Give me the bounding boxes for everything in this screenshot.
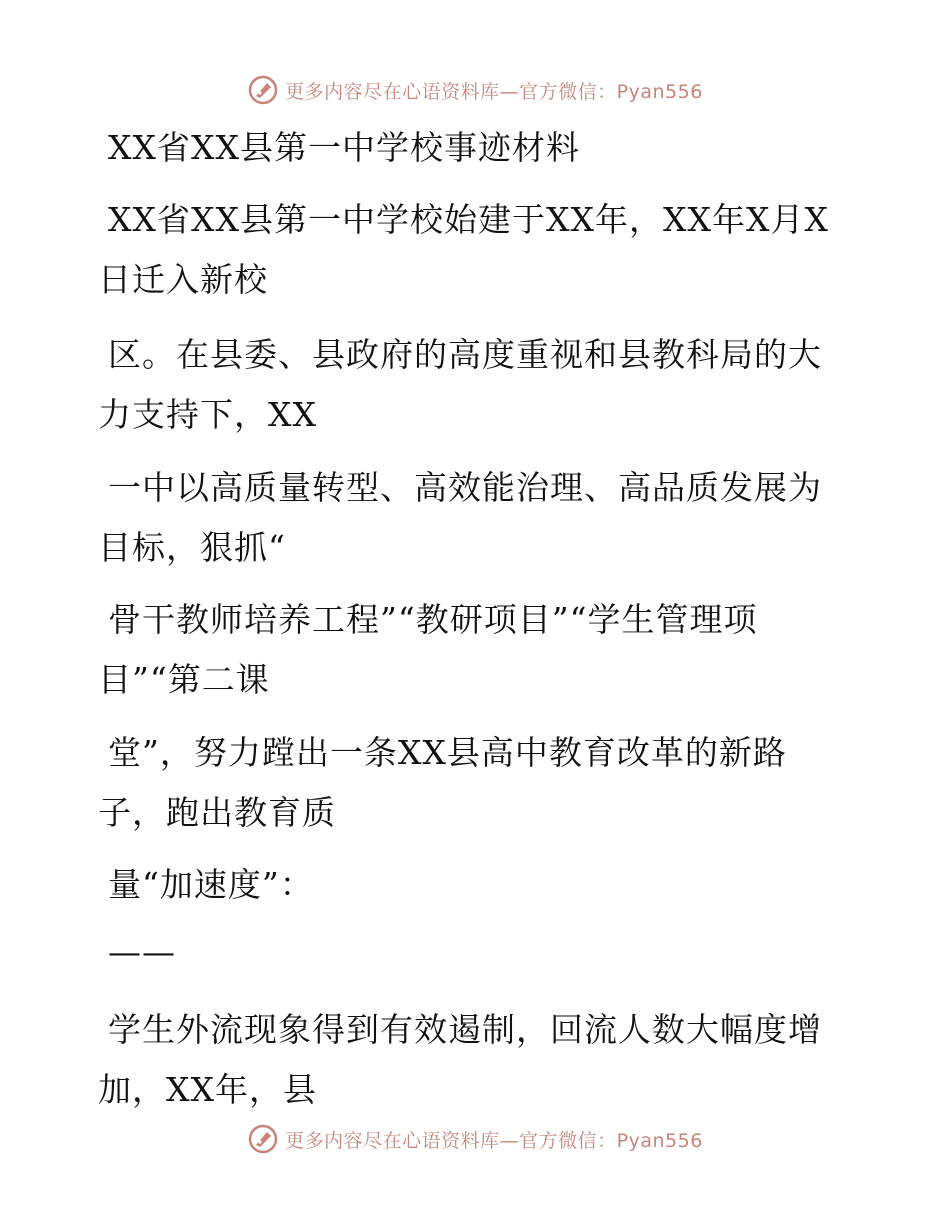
paragraph-5: 堂”，努力蹚出一条XX县高中教育改革的新路 子，跑出教育质 (98, 733, 787, 832)
paragraph-6: 量“加速度”： (108, 865, 314, 904)
watermark-text: 更多内容尽在心语资料库—官方微信：Pyan556 (285, 80, 703, 103)
paragraph-4: 骨干教师培养工程”“教研项目”“学生管理项 目”“第二课 (98, 600, 758, 699)
paragraph-3: 一中以高质量转型、高效能治理、高品质发展为 目标，狠抓“ (98, 468, 822, 567)
watermark-text: 更多内容尽在心语资料库—官方微信：Pyan556 (285, 1129, 703, 1152)
paragraph-7-dash: —— (108, 932, 176, 971)
pen-nib-logo-icon (247, 1123, 279, 1155)
footer-watermark (0, 1119, 950, 1159)
paragraph-8: 学生外流现象得到有效遏制，回流人数大幅度增 加，XX年，县 (98, 1010, 822, 1109)
document-title: XX省XX县第一中学校事迹材料 (108, 128, 580, 167)
pen-nib-logo-icon (247, 74, 279, 106)
paragraph-1: XX省XX县第一中学校始建于XX年，XX年X月X 日迁入新校 (98, 200, 829, 299)
header-watermark (0, 70, 950, 110)
paragraph-2: 区。在县委、县政府的高度重视和县教科局的大 力支持下，XX (98, 335, 822, 434)
